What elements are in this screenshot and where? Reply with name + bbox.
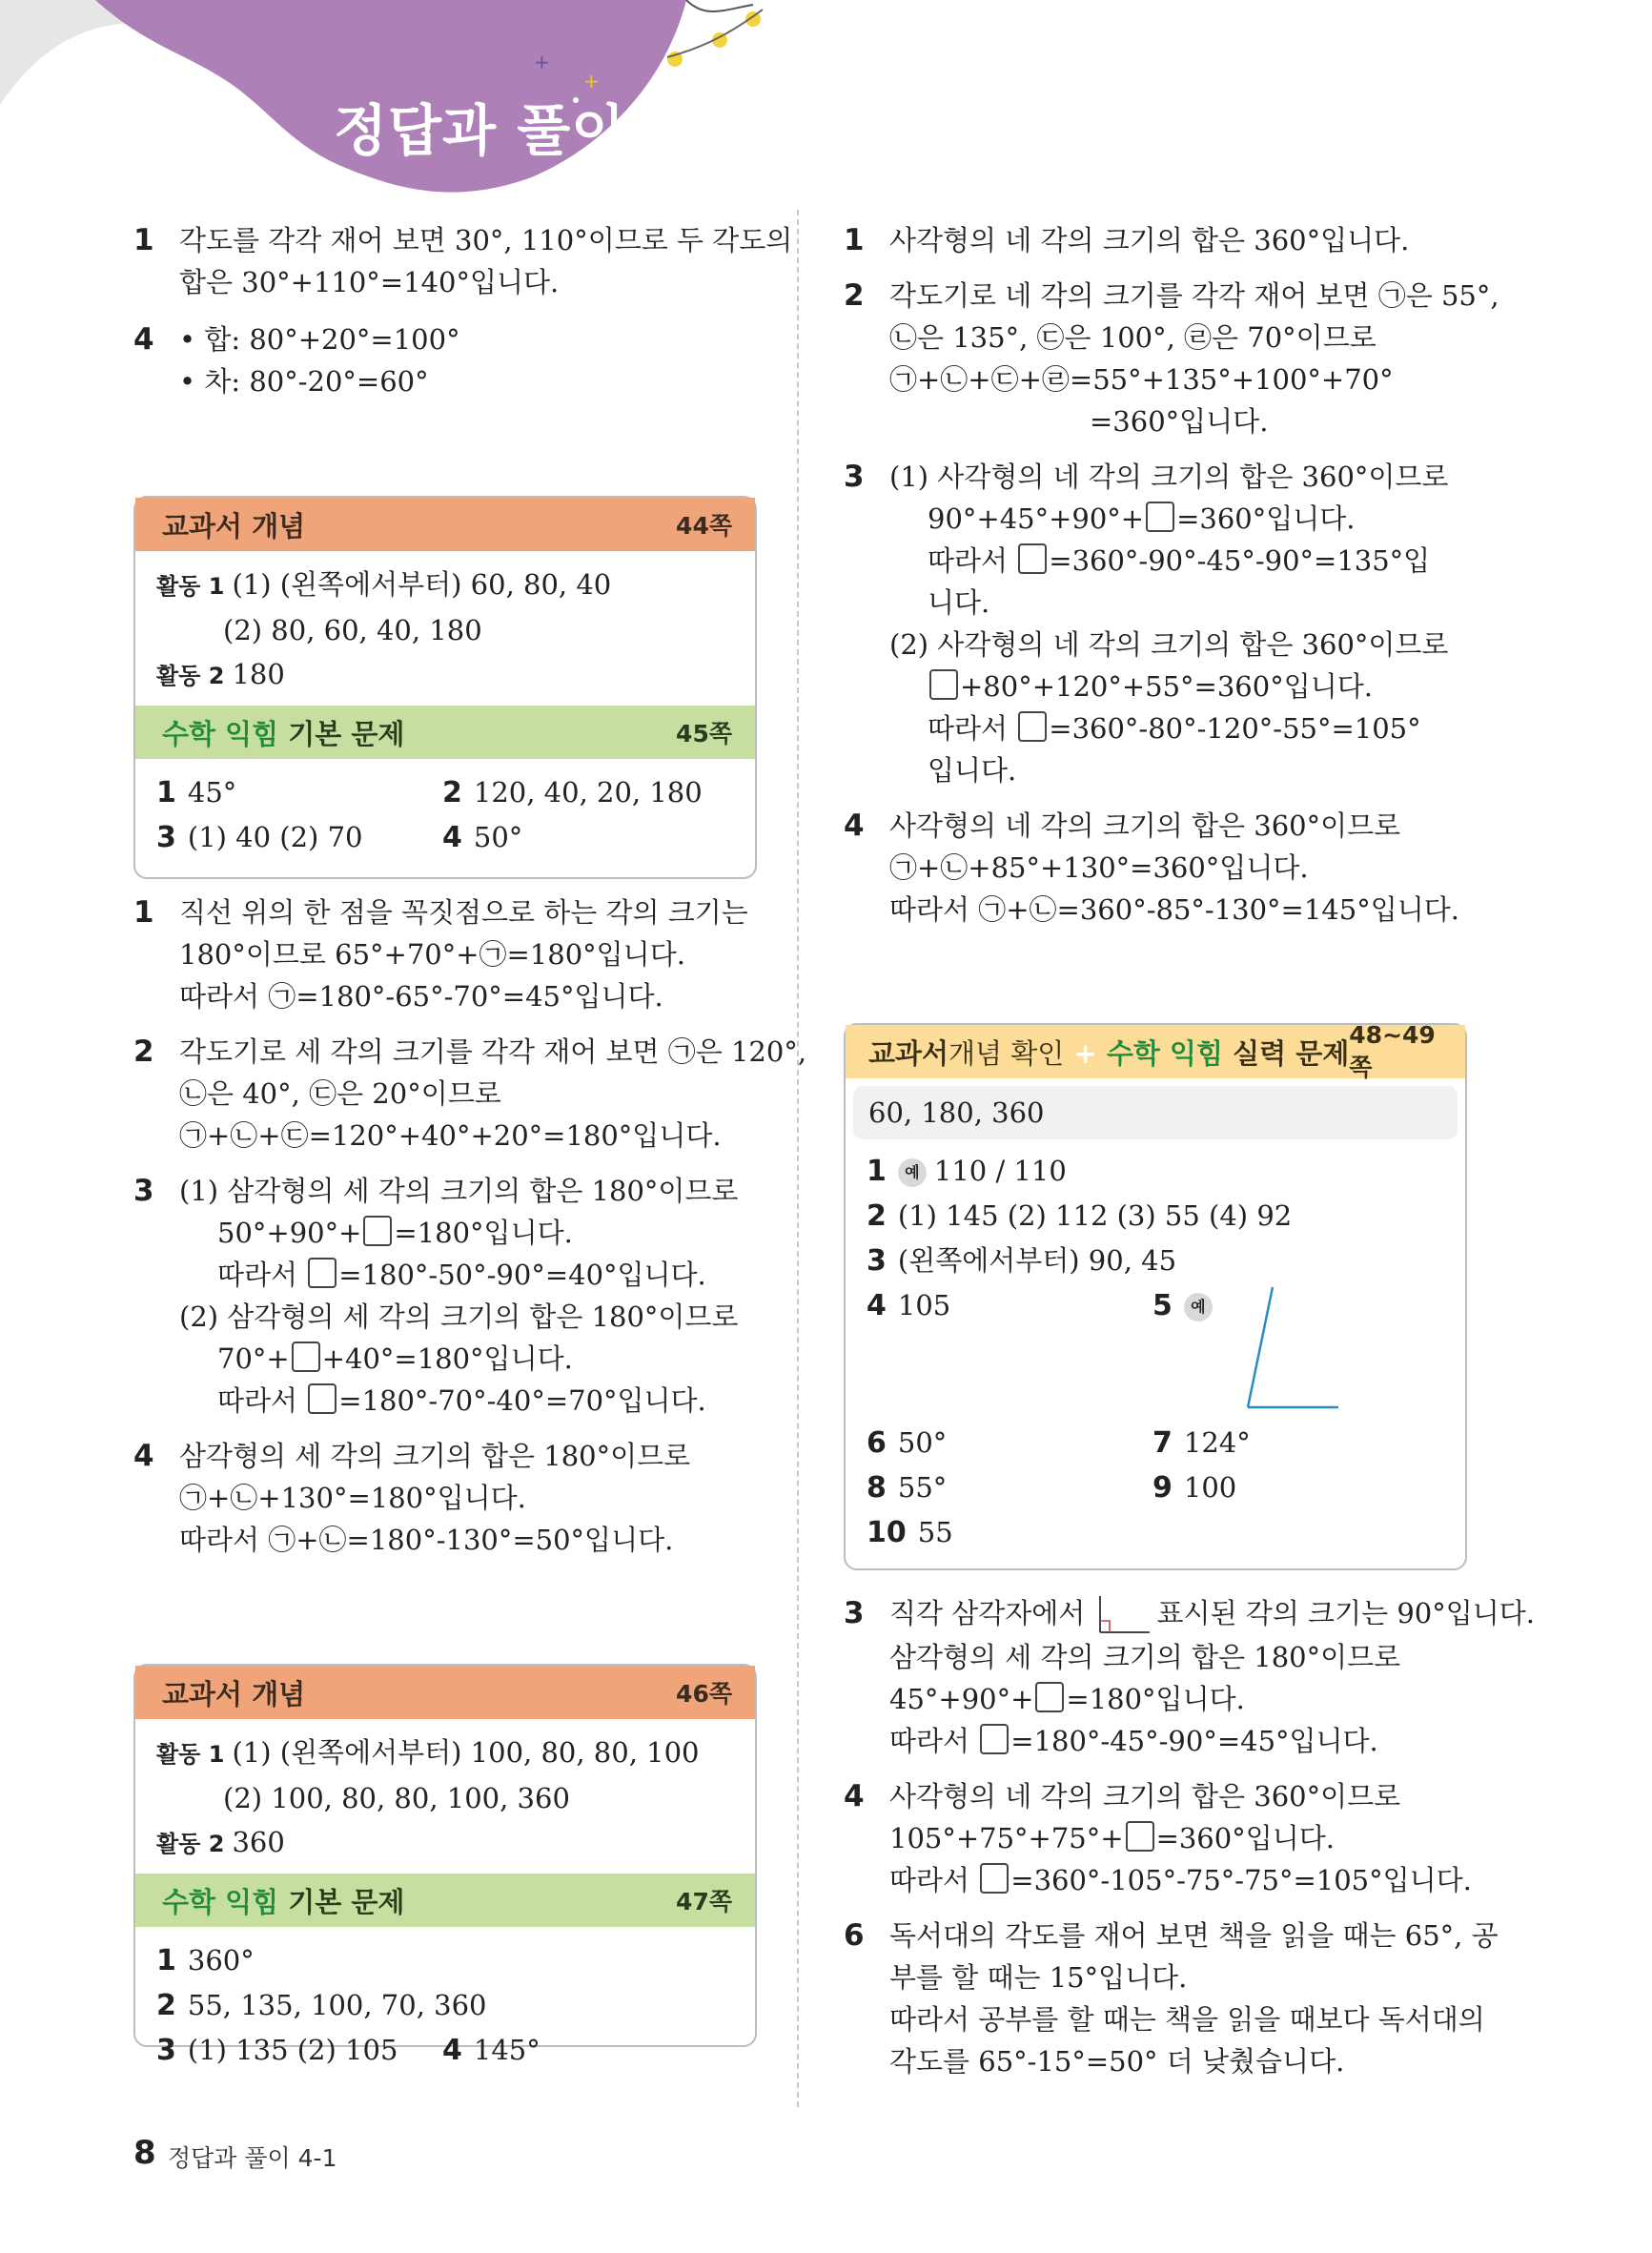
column-divider <box>797 210 799 2107</box>
skill-box-48-49: 교과서개념 확인 + 수학 익힘 실력 문제 48~49쪽 60, 180, 360 1 예 110 / 110 2 (1) 145 (2) 112 (3) 55 (4) 92 3 (왼쪽에서부터) 90, 45 4 105 5 예 6 50° 7 124° 8 55° 9 100 10 55 <box>844 1023 1467 1570</box>
skill-header: 교과서개념 확인 + 수학 익힘 실력 문제 48~49쪽 <box>846 1025 1465 1078</box>
solution-item: 2 각도기로 네 각의 크기를 각각 재어 보면 ㉠은 55°, ㉡은 135°, ㉢은 100°, ㉣은 70°이므로 ㉠+㉡+㉢+㉣=55°+135°+100°+70° =360°입니다. <box>844 278 1499 438</box>
left-column-middle <box>133 891 807 1561</box>
concept-header: 교과서 개념 46쪽 <box>135 1666 755 1719</box>
blank-box <box>308 1258 337 1288</box>
concept-header: 교과서 개념 44쪽 <box>135 498 755 551</box>
solution-item: 3 직각 삼각자에서 표시된 각의 크기는 90°입니다. 삼각형의 세 각의 크기의 합은 180°이므로 45°+90°+ =180°입니다. 따라서 =180°-45°-90°=45°입니다. <box>844 1596 1535 1757</box>
right-angle-mark-icon <box>1096 1594 1152 1636</box>
example-badge: 예 <box>1184 1293 1213 1321</box>
svg-text:+: + <box>583 70 600 92</box>
blank-box <box>1018 543 1047 574</box>
blank-box <box>1126 1821 1154 1852</box>
solution-item: 3 (1) 사각형의 네 각의 크기의 합은 360°이므로 90°+45°+90°+ =360°입니다. 따라서 =360°-90°-45°-90°=135°입 니다. (2) 사각형의 네 각의 크기의 합은 360°이므로 +80°+120°+55°=360°입니다. 따라서 =360°-80°-120°-55°=105° 입니다. <box>844 460 1449 787</box>
concept-box-46: 교과서 개념 46쪽 활동 1 (1) (왼쪽에서부터) 100, 80, 80, 100 (2) 100, 80, 80, 100, 360 활동 2 360 수학 익힘 기본 문제 47쪽 1 360° 2 55, 135, 100, 70, 360 3 (1) 135 (2) 105 4 145° <box>133 1664 757 2047</box>
right-column-top <box>844 219 1499 931</box>
solution-item: 1 각도를 각각 재어 보면 30°, 110°이므로 두 각도의 합은 30°+110°=140°입니다. <box>133 223 793 298</box>
blank-box <box>1146 502 1174 532</box>
example-badge: 예 <box>898 1158 927 1187</box>
right-column-bottom <box>844 1592 1535 2082</box>
blank-box <box>1035 1682 1064 1712</box>
blank-box <box>363 1216 392 1246</box>
basic-problems-header: 수학 익힘 기본 문제 47쪽 <box>135 1874 755 1927</box>
page-number: 8 <box>133 2134 156 2172</box>
blank-box <box>292 1342 320 1372</box>
solution-item: 3 (1) 삼각형의 세 각의 크기의 합은 180°이므로 50°+90°+ =180°입니다. 따라서 =180°-50°-90°=40°입니다. (2) 삼각형의 세 각의 크기의 합은 180°이므로 70°+ +40°=180°입니다. 따라서 =180°-70°-40°=70°입니다. <box>133 1174 739 1417</box>
blank-box <box>929 669 958 700</box>
solution-item: 4 삼각형의 세 각의 크기의 합은 180°이므로 ㉠+㉡+130°=180°입니다. 따라서 ㉠+㉡=180°-130°=50°입니다. <box>133 1439 691 1556</box>
solution-item: 4 사각형의 네 각의 크기의 합은 360°이므로 105°+75°+75°+ =360°입니다. 따라서 =360°-105°-75°-75°=105°입니다. <box>844 1779 1472 1896</box>
angle-drawing <box>1210 1283 1343 1417</box>
solution-item: 4 • 합: 80°+20°=100° • 차: 80°-20°=60° <box>133 322 460 398</box>
blank-box <box>980 1724 1009 1754</box>
solution-item: 6 독서대의 각도를 재어 보면 책을 읽을 때는 65°, 공 부를 할 때는 15°입니다. 따라서 공부를 할 때는 책을 읽을 때보다 독서대의 각도를 65°-15°=50° 더 낮췄습니다. <box>844 1918 1499 2078</box>
solution-item: 2 각도기로 세 각의 크기를 각각 재어 보면 ㉠은 120°, ㉡은 40°, ㉢은 20°이므로 ㉠+㉡+㉢=120°+40°+20°=180°입니다. <box>133 1034 807 1152</box>
blank-box <box>1018 711 1047 742</box>
footer-label: 정답과 풀이 4-1 <box>168 2144 337 2172</box>
svg-text:+: + <box>534 51 550 73</box>
blank-box <box>308 1383 337 1414</box>
left-column-top <box>133 219 793 402</box>
solution-item: 4 사각형의 네 각의 크기의 합은 360°이므로 ㉠+㉡+85°+130°=360°입니다. 따라서 ㉠+㉡=360°-85°-130°=145°입니다. <box>844 809 1459 926</box>
concept-answer: 60, 180, 360 <box>853 1086 1458 1139</box>
concept-box-44: 교과서 개념 44쪽 활동 1 (1) (왼쪽에서부터) 60, 80, 40 (2) 80, 60, 40, 180 활동 2 180 수학 익힘 기본 문제 45쪽 1 45° 2 120, 40, 20, 180 3 (1) 40 (2) 70 4 50° <box>133 496 757 879</box>
solution-item: 1 직선 위의 한 점을 꼭짓점으로 하는 각의 크기는 180°이므로 65°+70°+㉠=180°입니다. 따라서 ㉠=180°-65°-70°=45°입니다. <box>133 895 748 1013</box>
solution-item: 1 사각형의 네 각의 크기의 합은 360°입니다. <box>844 223 1410 257</box>
blank-box <box>980 1863 1009 1894</box>
page-title: 정답과 풀이 <box>334 98 626 163</box>
basic-problems-header: 수학 익힘 기본 문제 45쪽 <box>135 706 755 759</box>
